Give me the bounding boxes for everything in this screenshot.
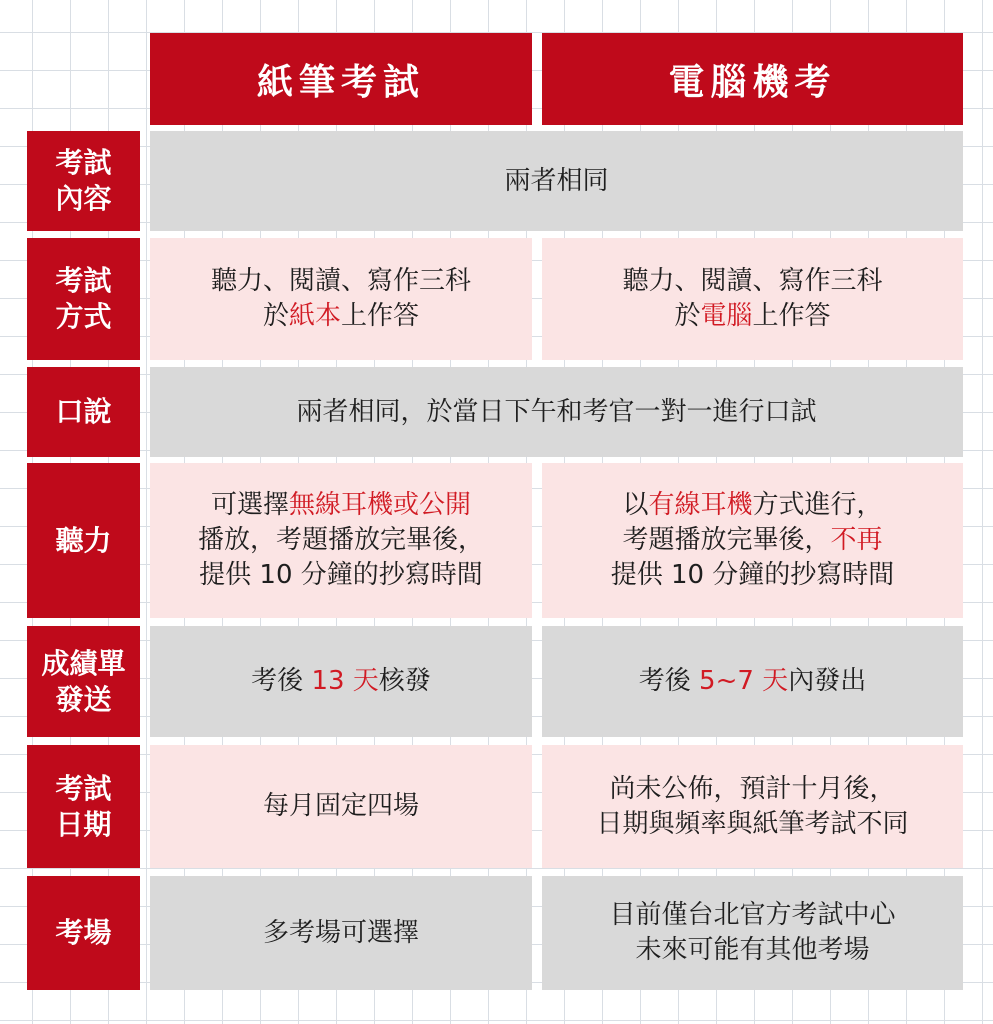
cell-venue-computer: [542, 876, 963, 990]
cell-score-report-computer: [542, 626, 963, 737]
cell-line: 每月固定四場: [262, 791, 419, 821]
cell-text: 兩者相同: [504, 165, 609, 196]
text-segment: 以: [622, 490, 649, 520]
highlight-text: 13 天: [311, 666, 379, 696]
text-segment: 考題播放完畢後，: [622, 525, 831, 555]
text-segment: 可選擇: [210, 490, 289, 520]
row-label-line: 發送: [55, 682, 112, 716]
row-label-line: 口說: [55, 395, 112, 428]
text-segment: 上作答: [752, 301, 831, 331]
text-segment: 核發: [378, 666, 431, 696]
row-label-line: 內容: [55, 182, 112, 215]
cell-exam-date-paper: [150, 745, 532, 868]
cell-exam-method-computer: [542, 238, 963, 360]
row-label-line: 考試: [55, 771, 112, 805]
cell-speaking-merged: [150, 367, 963, 457]
cell-line: [674, 299, 830, 334]
cell-line: [211, 488, 471, 523]
row-label-line: 考場: [55, 916, 112, 949]
cell-line: 目前僅台北官方考試中心: [609, 900, 896, 930]
cell-line: 提供 10 分鐘的抄寫時間: [610, 560, 895, 590]
cell-line: 多考場可選擇: [262, 917, 419, 948]
cell-line: [251, 664, 431, 699]
highlight-text: 電腦: [700, 301, 753, 331]
row-label-exam-content: [27, 131, 140, 231]
row-label-exam-date: [27, 745, 140, 868]
highlight-text: 有線耳機: [648, 490, 753, 520]
cell-exam-content-merged: [150, 131, 963, 231]
row-label-score-report: [27, 626, 140, 737]
cell-line: 聽力、閱讀、寫作三科: [210, 266, 471, 296]
text-segment: 於: [674, 301, 701, 331]
row-label-line: 聽力: [55, 523, 112, 557]
text-segment: 上作答: [341, 301, 420, 331]
cell-line: 聽力、閱讀、寫作三科: [622, 266, 883, 296]
cell-text: 兩者相同，於當日下午和考官一對一進行口試: [296, 396, 817, 427]
row-label-venue: [27, 876, 140, 990]
highlight-text: 紙本: [288, 301, 341, 331]
cell-venue-paper: [150, 876, 532, 990]
row-label-line: 成績單: [41, 646, 126, 680]
row-label-listening: [27, 463, 140, 618]
row-label-line: 考試: [55, 264, 112, 297]
cell-line: [263, 299, 419, 334]
highlight-text: 不再: [830, 525, 883, 555]
cell-line: [622, 488, 882, 523]
row-label-line: 考試: [55, 146, 112, 179]
row-label-exam-method: [27, 238, 140, 360]
text-segment: 考後: [251, 666, 312, 696]
text-segment: 於: [262, 301, 289, 331]
row-label-speaking: [27, 367, 140, 457]
text-segment: 內發出: [788, 666, 867, 696]
cell-exam-method-paper: [150, 238, 532, 360]
header-computer-exam: [542, 33, 963, 125]
header-paper-exam-label: 紙筆考試: [256, 61, 425, 103]
cell-line: 尚未公佈，預計十月後，: [609, 773, 896, 804]
row-label-line: 方式: [55, 300, 112, 333]
cell-line: 播放，考題播放完畢後，: [197, 525, 484, 555]
cell-line: 日期與頻率與紙筆考試不同: [596, 808, 909, 839]
highlight-text: 5~7 天: [699, 666, 789, 696]
row-label-line: 日期: [55, 807, 112, 841]
highlight-text: 無線耳機或公開: [288, 490, 471, 520]
cell-listening-paper: [150, 463, 532, 618]
cell-line: 提供 10 分鐘的抄寫時間: [199, 560, 483, 590]
cell-score-report-paper: [150, 626, 532, 737]
cell-listening-computer: [542, 463, 963, 618]
text-segment: 方式進行，: [752, 490, 883, 520]
header-computer-exam-label: 電腦機考: [668, 61, 837, 103]
cell-exam-date-computer: [542, 745, 963, 868]
cell-line: [622, 523, 882, 558]
header-paper-exam: [150, 33, 532, 125]
cell-line: 未來可能有其他考場: [635, 935, 870, 965]
text-segment: 考後: [638, 666, 700, 696]
cell-line: [639, 664, 866, 699]
